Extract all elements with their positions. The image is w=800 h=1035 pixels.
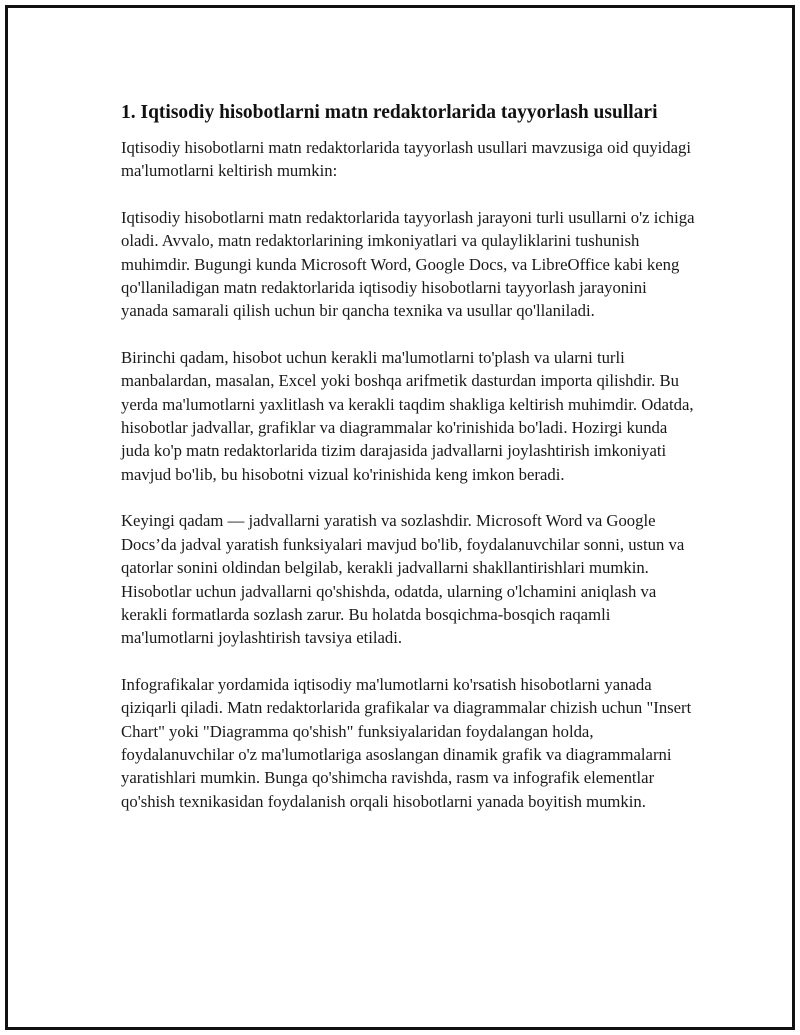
paragraph-first-step: Birinchi qadam, hisobot uchun kerakli ma'lumotlarni to'plash va ularni turli manbalardan, masalan, Excel yoki boshqa arifmetik dasturdan importa qilishdir. Bu yerda ma'lumotlarni yaxlitlash va kerakli taqdim shakliga keltirish muhimdir. Odatda, hisobotlar jadvallar, grafiklar va diagrammalar ko'rinishida bo'ladi. Hozirgi kunda juda ko'p matn redaktorlarida tizim darajasida jadvallarni joylashtirish imkoniyati mavjud bo'lib, bu hisobotni vizual ko'rinishida keng imkon beradi. [121,347,694,484]
page-border [5,5,795,1030]
intro-paragraph: Iqtisodiy hisobotlarni matn redaktorlarida tayyorlash usullari mavzusiga oid quyidagi ma'lumotlarni keltirish mumkin: [121,138,692,181]
paragraph-infographics: Infografikalar yordamida iqtisodiy ma'lumotlarni ko'rsatish hisobotlarni yanada qiziqarli qiladi. Matn redaktorlarida grafikalar va diagrammalar chizish uchun "Insert Chart" yoki "Diagramma qo'shish" funksiyalaridan foydalangan holda, foydalanuvchilar o'z ma'lumotlariga asoslangan dinamik grafik va diagrammalarni yaratishlari mumkin. Bunga qo'shimcha ravishda, rasm va infografik elementlar qo'shish texnikasidan foydalanish orqali hisobotlarni yanada boyitish mumkin. [121,674,692,811]
paragraph-next-step: Keyingi qadam — jadvallarni yaratish va sozlashdir. Microsoft Word va Google Docs’da jadval yaratish funksiyalari mavjud bo'lib, foydalanuvchilar sonni, ustun va qatorlar sonini oldindan belgilab, kerakli jadvallarni shakllantirishlari mumkin. Hisobotlar uchun jadvallarni qo'shishda, odatda, ularning o'lchamini aniqlash va kerakli formatlarda sozlash zarur. Bu holatda bosqichma-bosqich raqamli ma'lumotlarni joylashtirish tavsiya etiladi. [121,511,685,648]
document-body [121,100,696,836]
paragraph-text-editors: Iqtisodiy hisobotlarni matn redaktorlarida tayyorlash jarayoni turli usullarni o'z ichiga oladi. Avvalo, matn redaktorlarining imkoniyatlari va qulayliklarini tushunish muhimdir. Bugungi kunda Microsoft Word, Google Docs, va LibreOffice kabi keng qo'llaniladigan matn redaktorlarida iqtisodiy hisobotlarni tayyorlash jarayonini yanada samarali qilish uchun bir qancha texnika va usullar qo'llaniladi. [121,207,695,321]
section-heading: 1. Iqtisodiy hisobotlarni matn redaktorlarida tayyorlash usullari [121,102,658,123]
